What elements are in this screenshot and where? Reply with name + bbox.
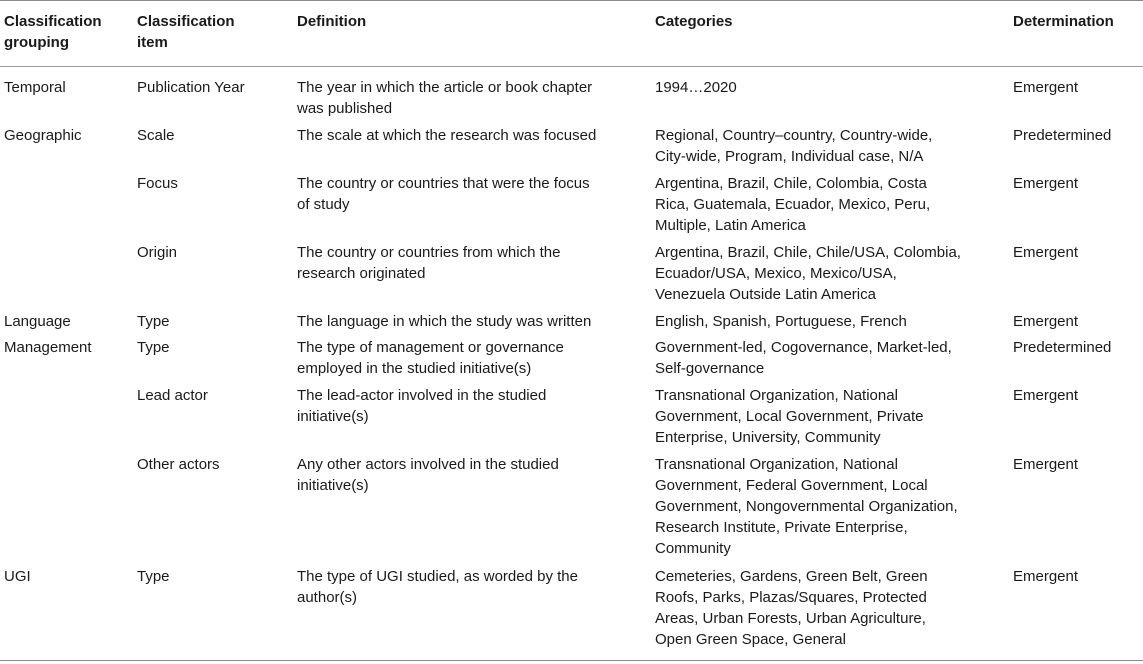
header-rule (0, 66, 1143, 67)
row-language-item: Type (137, 313, 170, 330)
row-lead-actor-item: Lead actor (137, 387, 208, 404)
row-other-actors-definition: Any other actors involved in the studied initiative(s) (297, 456, 559, 494)
row-lead-actor-definition: The lead-actor involved in the studied initiative(s) (297, 387, 547, 425)
row-scale-item: Scale (137, 127, 175, 144)
row-focus-categories: Argentina, Brazil, Chile, Colombia, Costa Rica, Guatemala, Ecuador, Mexico, Peru, Multiple, Latin America (655, 175, 931, 234)
header-categories: Categories (655, 13, 733, 30)
row-ugi-categories: Cemeteries, Gardens, Green Belt, Green Roofs, Parks, Plazas/Squares, Protected Areas, Urban Forests, Urban Agriculture, Open Green Space, General (655, 568, 928, 648)
row-language-determination: Emergent (1013, 313, 1079, 330)
row-lead-actor-determination: Emergent (1013, 387, 1079, 404)
row-focus-determination: Emergent (1013, 175, 1079, 192)
row-management-definition: The type of management or governance employed in the studied initiative(s) (297, 339, 564, 377)
row-origin-determination: Emergent (1013, 244, 1079, 261)
row-origin-item: Origin (137, 244, 178, 261)
row-management-item: Type (137, 339, 170, 356)
row-origin-definition: The country or countries from which the research originated (297, 244, 561, 282)
row-focus-definition: The country or countries that were the focus of study (297, 175, 590, 213)
row-scale-determination: Predetermined (1013, 127, 1112, 144)
header-classification-item: Classification item (137, 13, 235, 51)
row-other-actors-item: Other actors (137, 456, 220, 473)
header-definition: Definition (297, 13, 367, 30)
row-language-grouping: Language (4, 313, 71, 330)
row-management-grouping: Management (4, 339, 92, 356)
row-scale-definition: The scale at which the research was focused (297, 127, 597, 144)
row-temporal-grouping: Temporal (4, 79, 66, 96)
row-other-actors-determination: Emergent (1013, 456, 1079, 473)
row-management-categories: Government-led, Cogovernance, Market-led, Self-governance (655, 339, 952, 377)
row-lead-actor-categories: Transnational Organization, National Government, Local Government, Private Enterprise, University, Community (655, 387, 924, 446)
row-ugi-item: Type (137, 568, 170, 585)
row-language-categories: English, Spanish, Portuguese, French (655, 313, 907, 330)
table-bottom-rule (0, 660, 1143, 661)
row-temporal-item: Publication Year (137, 79, 245, 96)
row-ugi-determination: Emergent (1013, 568, 1079, 585)
row-management-determination: Predetermined (1013, 339, 1112, 356)
row-temporal-definition: The year in which the article or book chapter was published (297, 79, 593, 117)
row-origin-categories: Argentina, Brazil, Chile, Chile/USA, Colombia, Ecuador/USA, Mexico, Mexico/USA, Venezuela Outside Latin America (655, 244, 961, 303)
row-language-definition: The language in which the study was written (297, 313, 592, 330)
row-ugi-grouping: UGI (4, 568, 31, 585)
table-top-rule (0, 0, 1143, 1)
row-temporal-determination: Emergent (1013, 79, 1079, 96)
row-scale-categories: Regional, Country–country, Country-wide, City-wide, Program, Individual case, N/A (655, 127, 933, 165)
header-determination: Determination (1013, 13, 1114, 30)
row-ugi-definition: The type of UGI studied, as worded by the author(s) (297, 568, 578, 606)
row-focus-item: Focus (137, 175, 178, 192)
row-other-actors-categories: Transnational Organization, National Government, Federal Government, Local Government, Nongovernmental Organization, Research Institute, Private Enterprise, Community (655, 456, 958, 557)
row-scale-grouping: Geographic (4, 127, 82, 144)
row-temporal-categories: 1994…2020 (655, 79, 737, 96)
header-classification-grouping: Classification grouping (4, 13, 102, 51)
